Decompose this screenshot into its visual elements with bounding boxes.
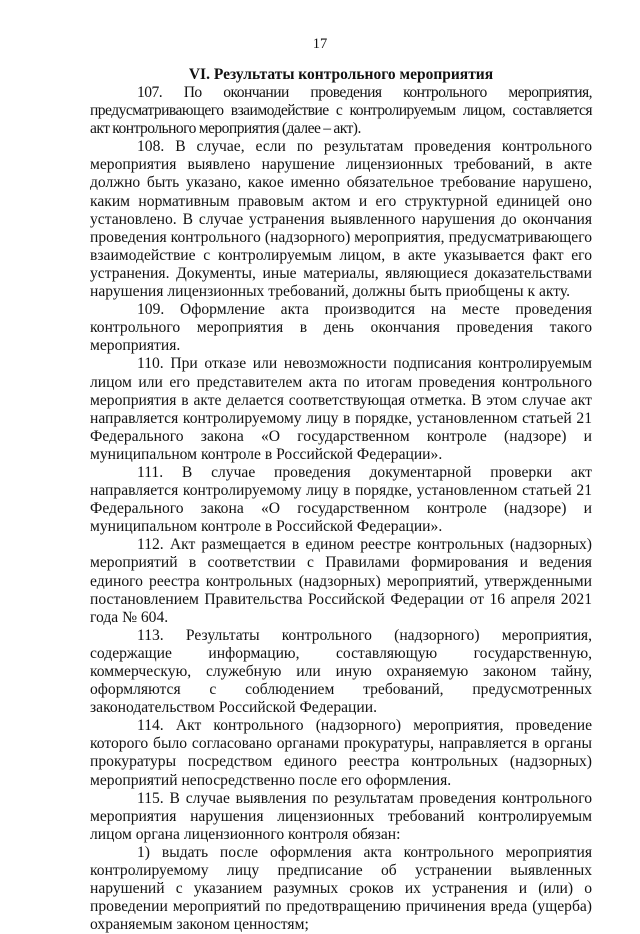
paragraph-107: 107. По окончании проведения контрольного мероприятия, предусматривающего взаимодействие с контролируемым лицом, составляется акт контрольного мероприятия (далее – акт). [90,84,592,138]
paragraph-108: 108. В случае, если по результатам проведения контрольного мероприятия выявлено нарушение лицензионных требований, в акте должно быть указано, какое именно обязательное требование нарушено, каким нормативным правовым актом и его структурной единицей оно установлено. В случае устранения выявленного нарушения до окончания проведения контрольного (надзорного) мероприятия, предусматривающего взаимодействие с контролируемым лицом, в акте указывается факт его устранения. Документы, иные материалы, являющиеся доказательствами нарушения лицензионных требований, должны быть приобщены к акту. [90,138,592,301]
paragraph-109: 109. Оформление акта производится на месте проведения контрольного мероприятия в день окончания проведения такого мероприятия. [90,301,592,355]
document-body [90,84,592,934]
paragraph-112: 112. Акт размещается в едином реестре контрольных (надзорных) мероприятий в соответствии с Правилами формирования и ведения единого реестра контрольных (надзорных) мероприятий, утвержденными постановлением Правительства Российской Федерации от 16 апреля 2021 года № 604. [90,536,592,626]
page-number: 17 [312,36,328,52]
paragraph-111: 111. В случае проведения документарной проверки акт направляется контролируемому лицу в порядке, установленном статьей 21 Федерального закона «О государственном контроле (надзоре) и муниципальном контроле в Российской Федерации». [90,463,592,536]
paragraph-115: 115. В случае выявления по результатам проведения контрольного мероприятия нарушения лицензионных требований контролируемым лицом органа лицензионного контроля обязан: [90,789,592,843]
paragraph-113: 113. Результаты контрольного (надзорного) мероприятия, содержащие информацию, составляющую государственную, коммерческую, служебную или иную охраняемую законом тайну, оформляются с соблюдением требований, предусмотренных законодательством Российской Федерации. [90,626,592,717]
section-title: VI. Результаты контрольного мероприятия [188,66,494,83]
paragraph-115-item-1: 1) выдать после оформления акта контрольного мероприятия контролируемому лицу предписание об устранении выявленных нарушений с указанием разумных сроков их устранения и (или) о проведении мероприятий по предотвращению причинения вреда (ущерба) охраняемым законом ценностям; [90,843,592,934]
paragraph-110: 110. При отказе или невозможности подписания контролируемым лицом или его представителем акта по итогам проведения контрольного мероприятия в акте делается соответствующая отметка. В этом случае акт направляется контролируемому лицу в порядке, установленном статьей 21 Федерального закона «О государственном контроле (надзоре) и муниципальном контроле в Российской Федерации». [90,355,592,463]
paragraph-114: 114. Акт контрольного (надзорного) мероприятия, проведение которого было согласовано органами прокуратуры, направляется в органы прокуратуры посредством единого реестра контрольных (надзорных) мероприятий непосредственно после его оформления. [90,717,592,789]
